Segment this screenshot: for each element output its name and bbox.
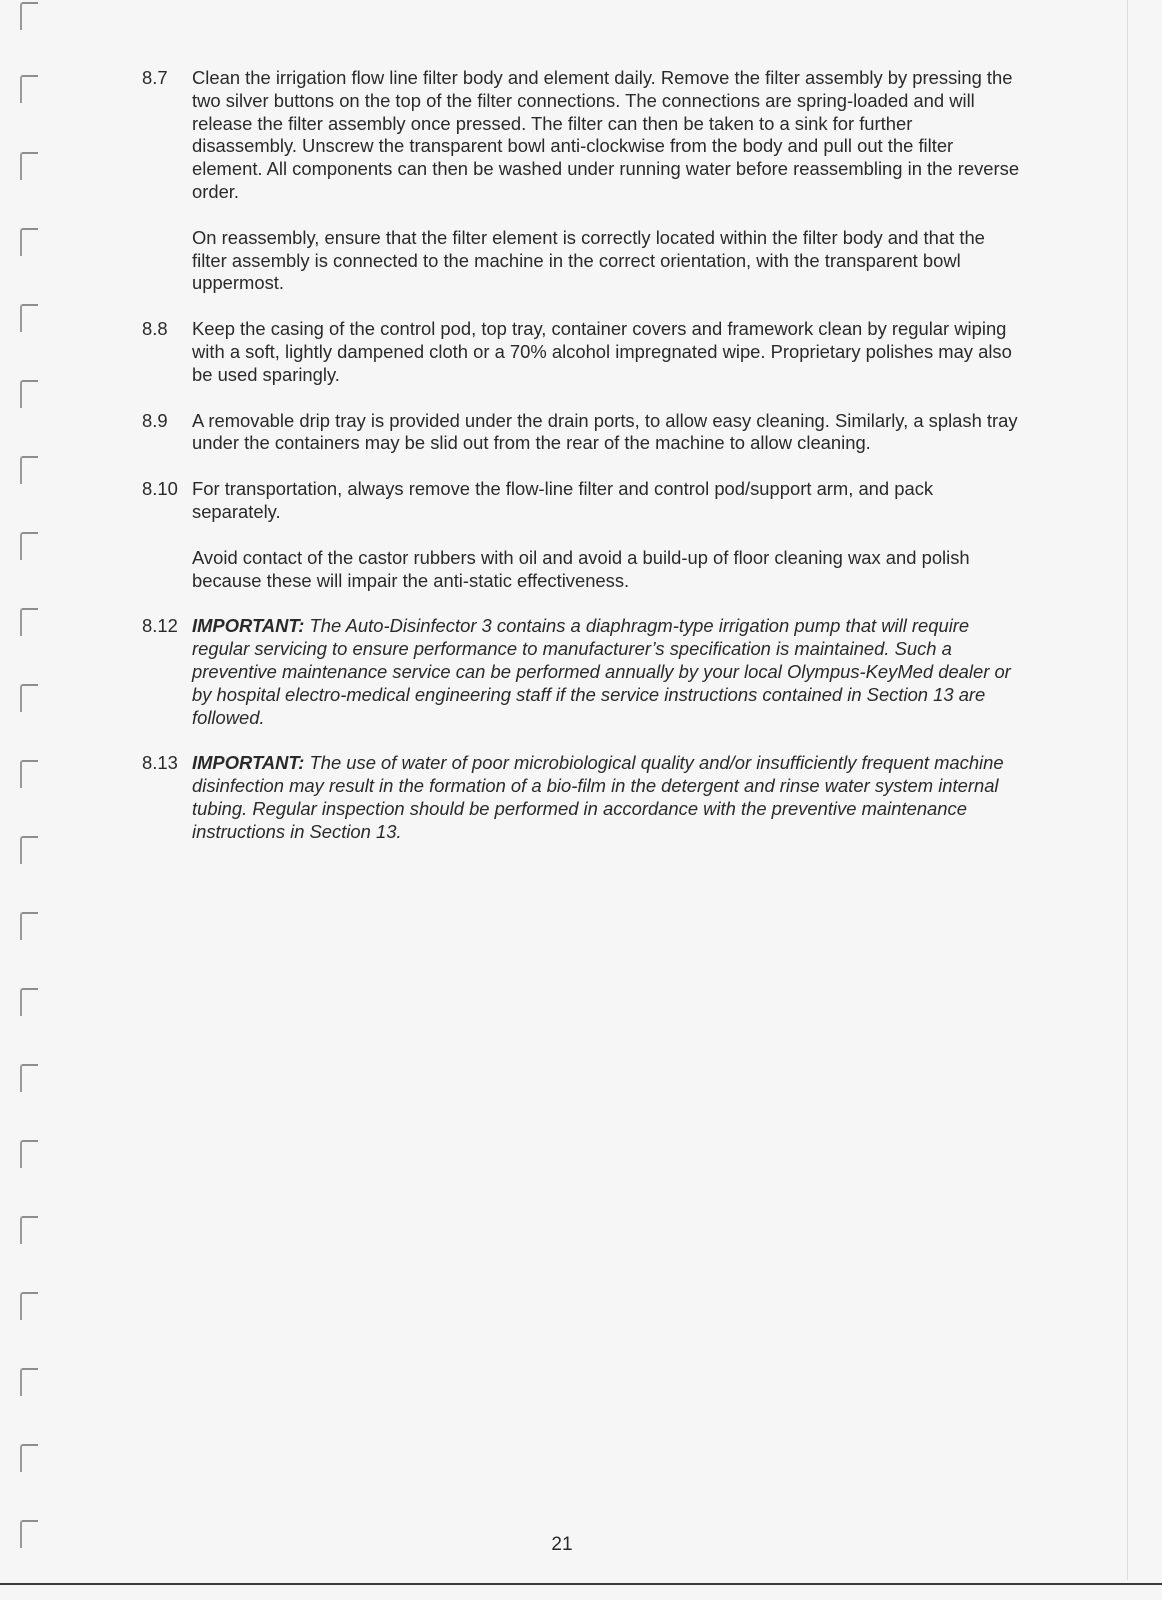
- binding-ring-icon: [20, 380, 38, 408]
- binding-ring-icon: [20, 532, 38, 560]
- binding-ring-icon: [20, 2, 38, 30]
- important-label: IMPORTANT:: [192, 615, 305, 637]
- binding-ring-icon: [20, 988, 38, 1016]
- binding-ring-icon: [20, 1064, 38, 1092]
- paragraph: Keep the casing of the control pod, top tray, container covers and framework clean by regular wiping with a soft, lightly dampened cloth or a 70% alcohol impregnated wipe. Proprietary polishes may also be used sparingly.: [192, 318, 1012, 385]
- page-content: [142, 67, 1022, 867]
- important-paragraph: [192, 615, 1022, 729]
- binding-ring-icon: [20, 75, 38, 103]
- binding-ring-icon: [20, 608, 38, 636]
- binding-rings: [14, 0, 44, 1580]
- binding-ring-icon: [20, 760, 38, 788]
- important-text: The use of water of poor microbiological quality and/or insufficiently frequent machine disinfection may result in the formation of a bio-film in the detergent and rinse water system internal tubing. Regular inspection should be performed in accordance with the preventive maintenance instructions in Section 13.: [192, 752, 1004, 842]
- binding-ring-icon: [20, 912, 38, 940]
- important-paragraph: [192, 752, 1022, 843]
- binding-ring-icon: [20, 304, 38, 332]
- section-8-12: [142, 615, 1022, 729]
- paragraph: For transportation, always remove the flow-line filter and control pod/support arm, and pack separately.: [192, 478, 934, 522]
- paragraph: A removable drip tray is provided under the drain ports, to allow easy cleaning. Similarly, a splash tray under the containers may be slid out from the rear of the machine to allow cleaning.: [192, 409, 1018, 454]
- page-number: 21: [551, 1534, 573, 1555]
- binding-ring-icon: [20, 1292, 38, 1320]
- binding-ring-icon: [20, 1368, 38, 1396]
- section-number: 8.13: [142, 752, 178, 774]
- section-8-8: [142, 318, 1022, 386]
- important-text: The Auto-Disinfector 3 contains a diaphragm-type irrigation pump that will require regular servicing to ensure performance to manufacturer’s specification is maintained. Such a preventive maintenance service can be performed annually by your local Olympus-KeyMed dealer or by hospital electro-medical engineering staff if the service instructions contained in Section 13 are followed.: [192, 615, 1011, 728]
- binding-ring-icon: [20, 1444, 38, 1472]
- paragraph: Clean the irrigation flow line filter body and element daily. Remove the filter assembly by pressing the two silver buttons on the top of the filter connections. The connections are spring-loaded and will release the filter assembly once pressed. The filter can then be taken to a sink for further disassembly. Unscrew the transparent bowl anti-clockwise from the body and pull out the filter element. All components can then be washed under running water before reassembling in the reverse order.: [192, 67, 1020, 202]
- page-edge: [1127, 0, 1128, 1580]
- section-body: [192, 752, 1022, 843]
- page-bottom-edge: [0, 1583, 1162, 1585]
- section-body: [192, 615, 1022, 729]
- binding-ring-icon: [20, 836, 38, 864]
- section-8-7: [142, 67, 1022, 295]
- binding-ring-icon: [20, 1216, 38, 1244]
- section-number: 8.8: [142, 318, 168, 340]
- section-number: 8.10: [142, 478, 178, 500]
- binding-ring-icon: [20, 152, 38, 180]
- section-8-10: [142, 478, 1022, 592]
- section-body: [192, 410, 1022, 456]
- paragraph: Avoid contact of the castor rubbers with oil and avoid a build-up of floor cleaning wax and polish because these will impair the anti-static effectiveness.: [192, 546, 970, 591]
- paragraph: On reassembly, ensure that the filter element is correctly located within the filter body and that the filter assembly is connected to the machine in the correct orientation, with the transparent bowl uppermost.: [192, 226, 985, 294]
- section-number: 8.7: [142, 67, 168, 88]
- binding-ring-icon: [20, 228, 38, 256]
- section-number: 8.12: [142, 615, 178, 637]
- section-number: 8.9: [142, 409, 168, 431]
- section-body: [192, 318, 1022, 386]
- binding-ring-icon: [20, 684, 38, 712]
- section-8-9: [142, 410, 1022, 456]
- important-label: IMPORTANT:: [192, 752, 305, 774]
- binding-ring-icon: [20, 1140, 38, 1168]
- section-body: [192, 67, 1022, 295]
- section-8-13: [142, 752, 1022, 843]
- binding-ring-icon: [20, 456, 38, 484]
- section-body: [192, 478, 1022, 592]
